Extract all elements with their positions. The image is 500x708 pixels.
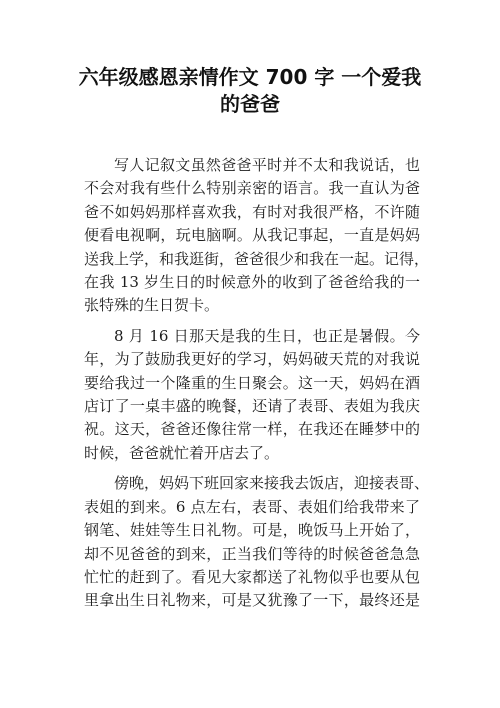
text-line: 祝。这天，爸爸还像往常一样，在我还在睡梦中的 — [84, 420, 420, 439]
text-line: 要给我过一个隆重的生日聚会。这一天，妈妈在酒 — [84, 373, 420, 392]
text-line: 张特殊的生日贺卡。 — [84, 296, 220, 315]
document-title — [70, 64, 430, 118]
text-line: 却不见爸爸的到来，正当我们等待的时候爸爸急急 — [84, 544, 420, 563]
paragraph — [84, 325, 420, 465]
text-line: 写人记叙文虽然爸爸平时并不太和我说话，也 — [114, 156, 420, 174]
paragraph — [84, 472, 430, 612]
text-line: 时候，爸爸就忙着开店去了。 — [84, 443, 280, 462]
text-line: 年，为了鼓励我更好的学习，妈妈破天荒的对我说 — [84, 350, 420, 369]
text-line: 忙忙的赶到了。看见大家都送了礼物似乎也要从包 — [84, 567, 420, 586]
text-line: 店订了一桌丰盛的晚餐，还请了表哥、表姐为我庆 — [84, 397, 420, 416]
text-line: 不会对我有些什么特别亲密的语言。我一直认为爸 — [84, 179, 420, 198]
text-line: 表姐的到来。6 点左右，表哥、表姐们给我带来了 — [84, 497, 420, 516]
text-line: 8 月 16 日那天是我的生日，也正是暑假。今 — [114, 326, 420, 345]
title-line: 的爸爸 — [220, 92, 280, 116]
text-line: 里拿出生日礼物来，可是又犹豫了一下，最终还是 — [84, 591, 420, 610]
text-line: 钢笔、娃娃等生日礼物。可是，晚饭马上开始了， — [84, 521, 420, 540]
text-line: 送我上学，和我逛街，爸爸很少和我在一起。记得， — [84, 249, 430, 268]
article-body — [84, 154, 430, 620]
text-line: 傍晚，妈妈下班回家来接我去饭店，迎接表哥、 — [114, 474, 430, 493]
text-line: 在我 13 岁生日的时候意外的收到了爸爸给我的一 — [84, 273, 420, 292]
text-line: 爸不如妈妈那样喜欢我，有时对我很严格，不许随 — [84, 202, 420, 221]
text-line: 便看电视啊，玩电脑啊。从我记事起，一直是妈妈 — [84, 226, 420, 245]
title-line: 六年级感恩亲情作文 700 字 一个爱我 — [78, 65, 422, 89]
paragraph — [84, 154, 430, 318]
